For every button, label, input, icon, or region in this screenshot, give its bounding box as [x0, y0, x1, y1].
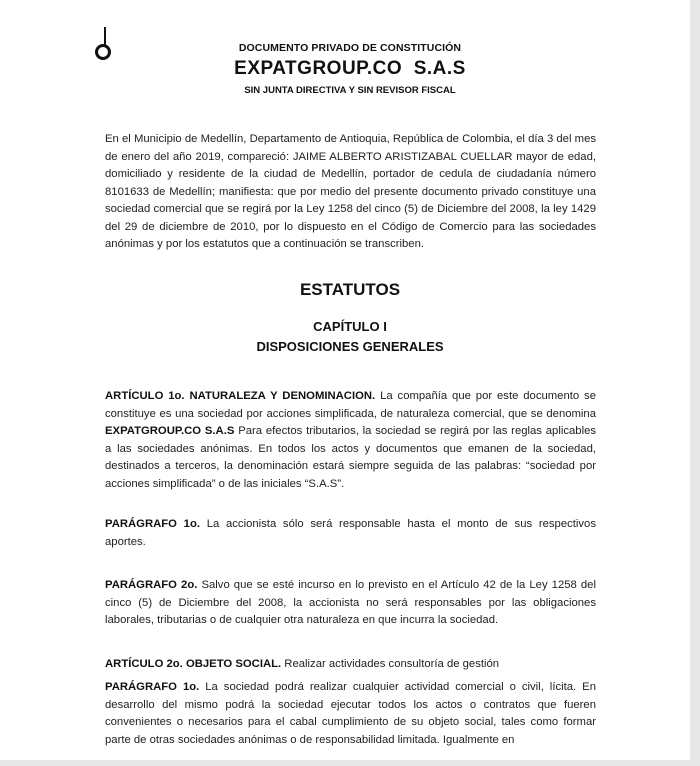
article-1-label: ARTÍCULO 1o. NATURALEZA Y DENOMINACION.	[105, 390, 376, 402]
chapter-label: CAPÍTULO I	[313, 319, 387, 334]
header-document-type: DOCUMENTO PRIVADO DE CONSTITUCIÓN	[238, 42, 462, 54]
paragraph-3-text: La sociedad podrá realizar cualquier actividad comercial o civil, lícita. En desarrollo del mismo podrá la sociedad ejecutar todos los actos o contratos que fueren convenientes o necesarios para el cabal cumplimiento de su objeto social, tales como formar parte de otras sociedades anónimas o de responsabilidad limitada. Igualmente en	[105, 681, 596, 746]
paragraph-1-label: PARÁGRAFO 1o.	[105, 518, 200, 530]
chapter-title: DISPOSICIONES GENERALES	[256, 339, 444, 354]
paragraph-3	[105, 679, 596, 749]
article-1-text-a: La compañía que por este documento se constituye es una sociedad por acciones simplificada, de naturaleza comercial, que se denomina	[105, 390, 596, 420]
paragraph-1-text: La accionista sólo será responsable hasta el monto de sus respectivos aportes.	[105, 518, 596, 548]
article-1-text-b: Para efectos tributarios, la sociedad se regirá por las reglas aplicables a las sociedades anónimas. En todos los actos y documentos que emanen de la sociedad, destinados a terceros, la denominación estará siempre seguida de las palabras: “sociedad por acciones simplificada” o de las iniciales “S.A.S”.	[105, 425, 597, 490]
article-1-company: EXPATGROUP.CO S.A.S	[105, 425, 235, 437]
paragraph-3-label: PARÁGRAFO 1o.	[105, 681, 200, 693]
article-2	[105, 656, 596, 674]
article-1	[105, 388, 596, 493]
header-company-title: EXPATGROUP.CO S.A.S	[234, 58, 466, 79]
paragraph-2-text: Salvo que se esté incurso en lo previsto en el Artículo 42 de la Ley 1258 del cinco (5) de Diciembre del 2008, la accionista no será responsables por las obligaciones laborales, tributarias o de cualquier otra naturaleza en que incurra la sociedad.	[105, 579, 596, 626]
statutes-heading: ESTATUTOS	[299, 280, 401, 299]
article-2-label: ARTÍCULO 2o. OBJETO SOCIAL.	[105, 658, 282, 670]
header-subtitle: SIN JUNTA DIRECTIVA Y SIN REVISOR FISCAL	[244, 85, 456, 96]
vertical-scrollbar[interactable]	[690, 0, 700, 766]
paragraph-2-label: PARÁGRAFO 2o.	[105, 579, 198, 591]
paragraph-2	[105, 577, 596, 630]
paragraph-1	[105, 516, 596, 551]
intro-paragraph: En el Municipio de Medellín, Departamento de Antioquia, República de Colombia, el día 3 del mes de enero del año 2019, compareció: JAIME ALBERTO ARISTIZABAL CUELLAR mayor de edad, domiciliado y residente de la ciudad de Medellín, portador de cedula de ciudadanía número 8101633 de Medellín; manifiesta: que por medio del presente documento privado constituye una sociedad comercial que se regirá por la Ley 1258 del cinco (5) de Diciembre del 2008, la ley 1429 del 29 de diciembre de 2010, por lo dispuesto en el Código de Comercio para las sociedades anónimas y por los estatutos que a continuación se transcriben.	[105, 133, 596, 250]
page-gutter	[0, 760, 700, 766]
article-2-text: Realizar actividades consultoría de gestión	[281, 658, 500, 670]
